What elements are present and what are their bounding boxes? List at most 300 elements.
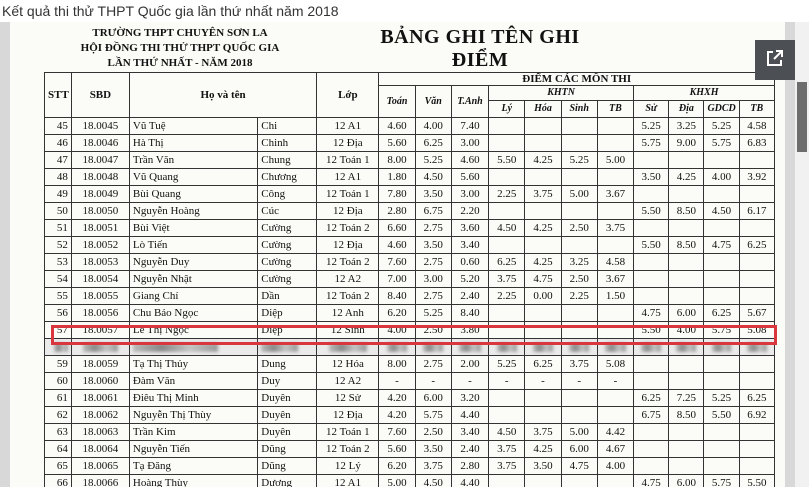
cell-given-name: Dung	[258, 356, 317, 373]
cell-sbd: 18.0061	[71, 390, 129, 407]
cell-stt: 49	[45, 186, 72, 203]
cell-class: 12 A2	[317, 373, 379, 390]
cell-geography: 7.25	[669, 390, 704, 407]
cell-given-name: Chung	[258, 152, 317, 169]
cell-khtn-average	[597, 475, 633, 487]
cell-physics	[489, 237, 525, 254]
cell-physics	[489, 305, 525, 322]
table-row	[45, 118, 775, 135]
cell-english: 2.00	[451, 356, 488, 373]
cell-chemistry: -	[525, 373, 561, 390]
cell-khxh-average: 3.92	[739, 169, 774, 186]
cell-literature: 4.00	[415, 118, 451, 135]
cell-khtn-average	[597, 118, 633, 135]
cell-history: 4.75	[634, 305, 669, 322]
cell-sbd: 18.0050	[71, 203, 129, 220]
cell-surname: Chu Bảo Ngọc	[129, 305, 257, 322]
cell-chemistry: 4.75	[525, 271, 561, 288]
cell-biology: 3.75	[561, 356, 597, 373]
header-history: Sử	[634, 101, 669, 118]
cell-math: 8.40	[379, 288, 415, 305]
cell-physics: 4.50	[489, 424, 525, 441]
cell-history: 4.75	[634, 475, 669, 487]
cell-biology	[561, 169, 597, 186]
table-row	[45, 475, 775, 487]
cell-given-name: Dũng	[258, 441, 317, 458]
cell-literature: 3.50	[415, 186, 451, 203]
cell-stt: 61	[45, 390, 72, 407]
cell-given-name: Dương	[258, 475, 317, 487]
cell-stt: 48	[45, 169, 72, 186]
cell-given-name: Cường	[258, 271, 317, 288]
cell-given-name: Dũng	[258, 458, 317, 475]
cell-english: 4.40	[451, 475, 488, 487]
cell-khtn-average: 3.67	[597, 271, 633, 288]
cell-english: 3.00	[451, 186, 488, 203]
table-row	[45, 407, 775, 424]
cell-literature: 3.50	[415, 441, 451, 458]
cell-sbd: 18.0054	[71, 271, 129, 288]
cell-civics: 6.25	[704, 305, 739, 322]
cell-sbd: 18.0059	[71, 356, 129, 373]
cell-khtn-average: 4.58	[597, 254, 633, 271]
cell-civics: 5.75	[704, 135, 739, 152]
cell-civics: 4.50	[704, 203, 739, 220]
cell-khtn-average	[597, 237, 633, 254]
cell-stt: 62	[45, 407, 72, 424]
cell-physics	[489, 203, 525, 220]
cell-history: 5.50	[634, 322, 669, 339]
header-name: Họ và tên	[129, 73, 316, 118]
cell-sbd: 18.0047	[71, 152, 129, 169]
cell-biology: 2.25	[561, 288, 597, 305]
cell-chemistry: 3.50	[525, 458, 561, 475]
cell-surname: Nguyễn Tiến	[129, 441, 257, 458]
cell-surname: Điêu Thị Minh	[129, 390, 257, 407]
cell-surname: Trần Kim	[129, 424, 257, 441]
table-row	[45, 203, 775, 220]
cell-khxh-average	[739, 288, 774, 305]
cell-biology: 4.75	[561, 458, 597, 475]
cell-stt: 56	[45, 305, 72, 322]
cell-civics: 5.75	[704, 475, 739, 487]
cell-english: 3.20	[451, 390, 488, 407]
cell-literature: 6.25	[415, 135, 451, 152]
table-row	[45, 356, 775, 373]
cell-biology	[561, 237, 597, 254]
cell-given-name: Duy	[258, 373, 317, 390]
image-caption: Kết quả thi thử THPT Quốc gia lần thứ nhất năm 2018	[2, 3, 339, 19]
cell-khtn-average	[597, 135, 633, 152]
cell-sbd: 18.0055	[71, 288, 129, 305]
cell-civics	[704, 152, 739, 169]
cell-math: 5.00	[379, 475, 415, 487]
cell-literature: 2.75	[415, 356, 451, 373]
cell-literature: 3.00	[415, 271, 451, 288]
fullscreen-icon	[765, 48, 785, 73]
cell-biology: 5.00	[561, 424, 597, 441]
cell-sbd: 18.0049	[71, 186, 129, 203]
cell-khxh-average: 6.92	[739, 407, 774, 424]
cell-chemistry	[525, 203, 561, 220]
cell-biology	[561, 203, 597, 220]
cell-chemistry	[525, 118, 561, 135]
cell-civics: 4.00	[704, 169, 739, 186]
cell-biology: 3.25	[561, 254, 597, 271]
cell-given-name: Cúc	[258, 203, 317, 220]
cell-math: 2.80	[379, 203, 415, 220]
document-viewer[interactable]	[0, 22, 809, 487]
cell-math: 8.00	[379, 356, 415, 373]
cell-surname: Vũ Tuệ	[129, 118, 257, 135]
cell-chemistry: 3.75	[525, 424, 561, 441]
cell-physics: -	[489, 373, 525, 390]
cell-civics: 5.25	[704, 118, 739, 135]
cell-history	[634, 271, 669, 288]
cell-geography	[669, 271, 704, 288]
cell-civics	[704, 373, 739, 390]
cell-chemistry	[525, 407, 561, 424]
cell-literature: 6.00	[415, 390, 451, 407]
cell-english: 4.40	[451, 407, 488, 424]
cell-geography: 4.00	[669, 322, 704, 339]
cell-math: 7.60	[379, 424, 415, 441]
cell-given-name: Diệp	[258, 305, 317, 322]
cell-biology: 5.25	[561, 152, 597, 169]
cell-geography: 4.25	[669, 169, 704, 186]
cell-geography	[669, 441, 704, 458]
cell-chemistry: 0.00	[525, 288, 561, 305]
cell-physics: 5.50	[489, 152, 525, 169]
header-literature: Văn	[415, 86, 451, 118]
cell-class: 12 Toán 2	[317, 220, 379, 237]
cell-chemistry	[525, 169, 561, 186]
cell-chemistry: 4.25	[525, 152, 561, 169]
cell-class: 12 Sử	[317, 390, 379, 407]
cell-literature: 5.25	[415, 305, 451, 322]
school-name: TRƯỜNG THPT CHUYÊN SƠN LA	[92, 27, 268, 39]
cell-literature: 2.75	[415, 254, 451, 271]
school-header	[60, 26, 300, 71]
cell-physics	[489, 407, 525, 424]
cell-history	[634, 220, 669, 237]
cell-math: 6.60	[379, 220, 415, 237]
cell-class: 12 A2	[317, 271, 379, 288]
cell-sbd: 18.0045	[71, 118, 129, 135]
cell-civics	[704, 271, 739, 288]
cell-history: 5.75	[634, 135, 669, 152]
cell-chemistry: 3.75	[525, 186, 561, 203]
scrollbar-thumb[interactable]	[797, 82, 807, 152]
cell-surname: Nguyễn Thị Thùy	[129, 407, 257, 424]
scanned-page	[10, 22, 785, 487]
cell-english: 3.40	[451, 424, 488, 441]
cell-class: 12 A1	[317, 475, 379, 487]
cell-sbd: 18.0052	[71, 237, 129, 254]
cell-geography: 6.00	[669, 475, 704, 487]
cell-history	[634, 186, 669, 203]
cell-physics: 3.75	[489, 441, 525, 458]
cell-stt: 59	[45, 356, 72, 373]
cell-given-name: Diệp	[258, 322, 317, 339]
cell-khxh-average: 5.50	[739, 475, 774, 487]
cell-history: 5.50	[634, 203, 669, 220]
header-english: T.Anh	[451, 86, 488, 118]
cell-class: 12 Hóa	[317, 356, 379, 373]
cell-math: 8.00	[379, 152, 415, 169]
cell-geography	[669, 254, 704, 271]
cell-biology: -	[561, 373, 597, 390]
cell-stt: 57	[45, 322, 72, 339]
cell-english: 8.40	[451, 305, 488, 322]
cell-geography: 8.50	[669, 407, 704, 424]
cell-khxh-average	[739, 458, 774, 475]
cell-geography	[669, 424, 704, 441]
vertical-scrollbar[interactable]	[795, 22, 809, 487]
cell-sbd: 18.0051	[71, 220, 129, 237]
cell-stt: 52	[45, 237, 72, 254]
cell-math: 6.20	[379, 305, 415, 322]
cell-chemistry: 4.25	[525, 254, 561, 271]
cell-math: 4.60	[379, 118, 415, 135]
cell-given-name: Cường	[258, 220, 317, 237]
highlight-box	[51, 325, 777, 345]
cell-class: 12 Địa	[317, 407, 379, 424]
cell-khtn-average: 3.75	[597, 220, 633, 237]
cell-class: 12 Toán 1	[317, 186, 379, 203]
header-khtn: KHTN	[489, 86, 634, 101]
cell-physics	[489, 390, 525, 407]
header-scores: ĐIỂM CÁC MÔN THI	[379, 73, 775, 86]
cell-khxh-average: 6.25	[739, 390, 774, 407]
cell-history	[634, 458, 669, 475]
cell-history	[634, 373, 669, 390]
cell-given-name: Dần	[258, 288, 317, 305]
cell-stt: 60	[45, 373, 72, 390]
cell-literature: -	[415, 373, 451, 390]
cell-english: 2.80	[451, 458, 488, 475]
score-table	[44, 72, 775, 487]
cell-biology: 5.00	[561, 186, 597, 203]
header-khxh-average: TB	[739, 101, 774, 118]
cell-surname: Trần Văn	[129, 152, 257, 169]
cell-literature: 2.50	[415, 424, 451, 441]
cell-geography: 3.25	[669, 118, 704, 135]
cell-biology: 6.00	[561, 441, 597, 458]
cell-physics	[489, 169, 525, 186]
table-row	[45, 135, 775, 152]
cell-literature: 3.75	[415, 458, 451, 475]
cell-literature: 4.50	[415, 475, 451, 487]
cell-english: -	[451, 373, 488, 390]
cell-biology	[561, 475, 597, 487]
cell-stt: 65	[45, 458, 72, 475]
cell-sbd: 18.0056	[71, 305, 129, 322]
cell-english: 3.60	[451, 220, 488, 237]
cell-literature: 3.50	[415, 237, 451, 254]
cell-khxh-average	[739, 424, 774, 441]
cell-literature: 4.50	[415, 169, 451, 186]
cell-physics: 5.25	[489, 356, 525, 373]
cell-literature: 5.25	[415, 152, 451, 169]
header-sbd: SBD	[71, 73, 129, 118]
header-khtn-average: TB	[597, 101, 633, 118]
cell-given-name: Duyên	[258, 407, 317, 424]
cell-history	[634, 356, 669, 373]
cell-khtn-average: 1.50	[597, 288, 633, 305]
cell-biology	[561, 135, 597, 152]
cell-chemistry: 4.25	[525, 220, 561, 237]
header-physics: Lý	[489, 101, 525, 118]
table-row	[45, 169, 775, 186]
cell-physics: 2.25	[489, 186, 525, 203]
cell-history	[634, 441, 669, 458]
cell-khtn-average: 3.67	[597, 186, 633, 203]
cell-chemistry	[525, 390, 561, 407]
cell-math: 5.60	[379, 135, 415, 152]
cell-khtn-average	[597, 169, 633, 186]
cell-literature: 2.75	[415, 220, 451, 237]
cell-civics	[704, 220, 739, 237]
cell-geography: 8.50	[669, 237, 704, 254]
table-row	[45, 271, 775, 288]
cell-khxh-average	[739, 186, 774, 203]
cell-biology	[561, 305, 597, 322]
cell-class: 12 Địa	[317, 237, 379, 254]
cell-physics: 3.75	[489, 458, 525, 475]
cell-physics: 4.50	[489, 220, 525, 237]
header-math: Toán	[379, 86, 415, 118]
cell-biology: 2.50	[561, 220, 597, 237]
table-row	[45, 373, 775, 390]
cell-chemistry	[525, 475, 561, 487]
cell-civics	[704, 441, 739, 458]
cell-math: 4.60	[379, 237, 415, 254]
cell-civics: 4.75	[704, 237, 739, 254]
cell-khxh-average: 5.08	[739, 322, 774, 339]
cell-history: 5.50	[634, 237, 669, 254]
table-row	[45, 186, 775, 203]
cell-civics: 5.75	[704, 322, 739, 339]
cell-given-name: Chi	[258, 118, 317, 135]
header-chemistry: Hóa	[525, 101, 561, 118]
exam-round: LẦN THỨ NHẤT - NĂM 2018	[107, 57, 253, 69]
cell-stt: 63	[45, 424, 72, 441]
cell-english: 2.20	[451, 203, 488, 220]
cell-geography: 6.00	[669, 305, 704, 322]
cell-literature: 2.50	[415, 322, 451, 339]
cell-history	[634, 254, 669, 271]
cell-literature: 5.75	[415, 407, 451, 424]
cell-civics	[704, 356, 739, 373]
cell-geography	[669, 152, 704, 169]
cell-math: 4.00	[379, 322, 415, 339]
cell-math: 5.60	[379, 441, 415, 458]
cell-stt: 50	[45, 203, 72, 220]
table-row	[45, 458, 775, 475]
cell-history: 6.25	[634, 390, 669, 407]
cell-surname: Lê Thị Ngọc	[129, 322, 257, 339]
cell-literature: 2.75	[415, 288, 451, 305]
cell-english: 2.40	[451, 441, 488, 458]
cell-chemistry: 4.25	[525, 441, 561, 458]
cell-khtn-average: 4.42	[597, 424, 633, 441]
cell-english: 7.40	[451, 118, 488, 135]
cell-khxh-average: 6.25	[739, 237, 774, 254]
cell-surname: Giang Chí	[129, 288, 257, 305]
cell-math: 7.00	[379, 271, 415, 288]
table-row	[45, 220, 775, 237]
cell-khtn-average	[597, 407, 633, 424]
cell-sbd: 18.0066	[71, 475, 129, 487]
cell-surname: Hoàng Thùy	[129, 475, 257, 487]
cell-khtn-average: 4.00	[597, 458, 633, 475]
cell-stt: 55	[45, 288, 72, 305]
cell-khxh-average	[739, 271, 774, 288]
cell-english: 5.60	[451, 169, 488, 186]
header-stt: STT	[45, 73, 72, 118]
cell-khxh-average: 6.17	[739, 203, 774, 220]
cell-geography	[669, 356, 704, 373]
cell-geography	[669, 220, 704, 237]
council-name: HỘI ĐỒNG THI THỬ THPT QUỐC GIA	[80, 42, 280, 54]
cell-civics	[704, 186, 739, 203]
cell-surname: Hà Thị	[129, 135, 257, 152]
cell-history	[634, 424, 669, 441]
cell-class: 12 Địa	[317, 135, 379, 152]
cell-literature: 6.75	[415, 203, 451, 220]
cell-class: 12 A1	[317, 169, 379, 186]
cell-geography	[669, 186, 704, 203]
cell-stt: 66	[45, 475, 72, 487]
cell-khtn-average	[597, 203, 633, 220]
cell-geography: 8.50	[669, 203, 704, 220]
cell-sbd: 18.0060	[71, 373, 129, 390]
expand-button[interactable]	[755, 40, 795, 80]
cell-geography: 9.00	[669, 135, 704, 152]
cell-stt: 54	[45, 271, 72, 288]
table-row	[45, 152, 775, 169]
cell-class: 12 Toán 2	[317, 254, 379, 271]
table-row	[45, 424, 775, 441]
cell-english: 5.20	[451, 271, 488, 288]
cell-math: 6.20	[379, 458, 415, 475]
cell-biology	[561, 118, 597, 135]
cell-class: 12 Anh	[317, 305, 379, 322]
table-row	[45, 305, 775, 322]
cell-math: -	[379, 373, 415, 390]
cell-stt: 53	[45, 254, 72, 271]
cell-chemistry	[525, 305, 561, 322]
cell-class: 12 Địa	[317, 203, 379, 220]
cell-physics: 6.25	[489, 254, 525, 271]
cell-biology	[561, 390, 597, 407]
cell-math: 1.80	[379, 169, 415, 186]
cell-math: 4.20	[379, 407, 415, 424]
cell-english: 3.80	[451, 322, 488, 339]
cell-khtn-average: 4.67	[597, 441, 633, 458]
cell-geography	[669, 458, 704, 475]
cell-khtn-average: 5.00	[597, 152, 633, 169]
header-geography: Địa	[669, 101, 704, 118]
cell-stt: 45	[45, 118, 72, 135]
cell-stt: 46	[45, 135, 72, 152]
cell-khxh-average: 6.83	[739, 135, 774, 152]
cell-surname: Nguyễn Hoàng	[129, 203, 257, 220]
cell-physics: 2.25	[489, 288, 525, 305]
cell-stt: 64	[45, 441, 72, 458]
cell-class: 12 Toán 1	[317, 424, 379, 441]
